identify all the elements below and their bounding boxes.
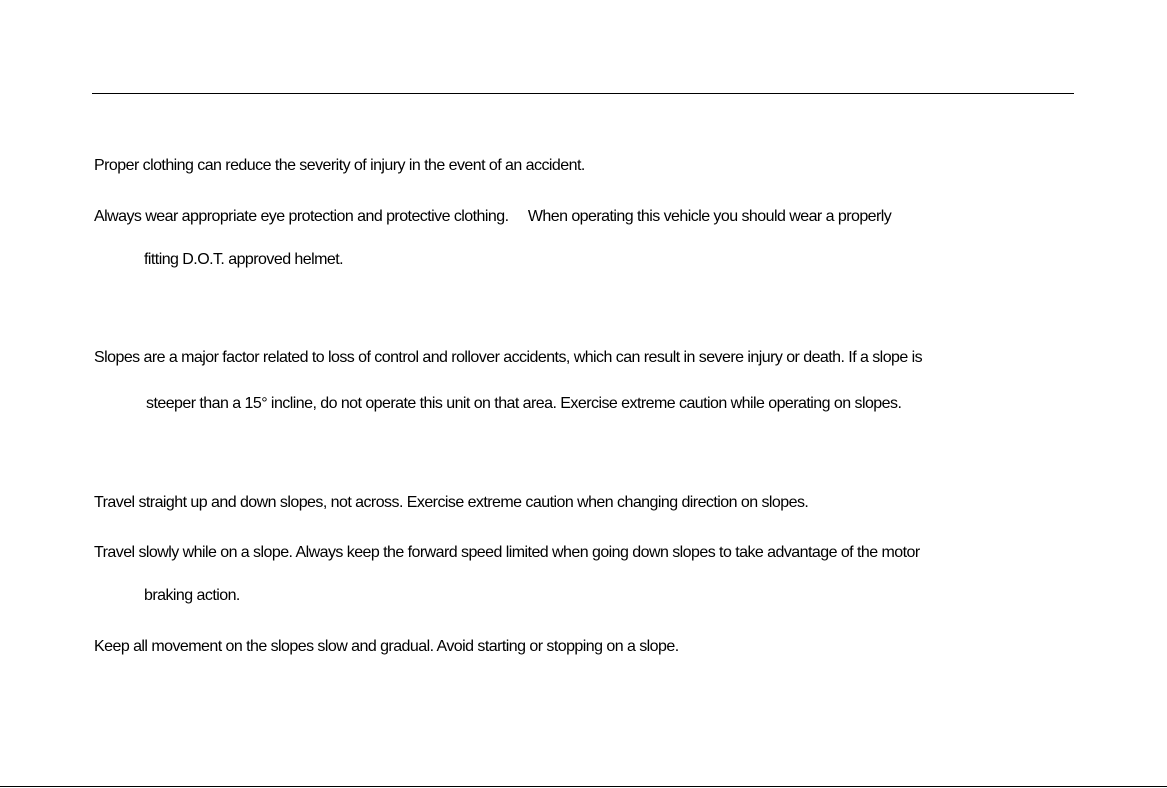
travel-slowly-continuation: braking action. xyxy=(144,587,240,604)
footer-rule xyxy=(0,786,1167,787)
slopes-warning-continuation: steeper than a 15° incline, do not operate this unit on that area. Exercise extreme caution while operating on slopes. xyxy=(146,395,902,412)
travel-straight-text: Travel straight up and down slopes, not across. Exercise extreme caution when changing direction on slopes. xyxy=(94,494,809,511)
header-rule xyxy=(92,93,1074,94)
slow-movement-text: Keep all movement on the slopes slow and gradual. Avoid starting or stopping on a slope. xyxy=(94,638,679,655)
slopes-warning-text: Slopes are a major factor related to loss of control and rollover accidents, which can result in severe injury or death. If a slope is xyxy=(94,349,923,366)
clothing-text: Proper clothing can reduce the severity of injury in the event of an accident. xyxy=(94,157,585,174)
travel-slowly-text: Travel slowly while on a slope. Always keep the forward speed limited when going down slopes to take advantage of the motor xyxy=(94,544,920,561)
eye-protection-text: Always wear appropriate eye protection and protective clothing. When operating this vehicle you should wear a properly xyxy=(94,208,892,225)
helmet-text-continuation: fitting D.O.T. approved helmet. xyxy=(144,251,344,268)
